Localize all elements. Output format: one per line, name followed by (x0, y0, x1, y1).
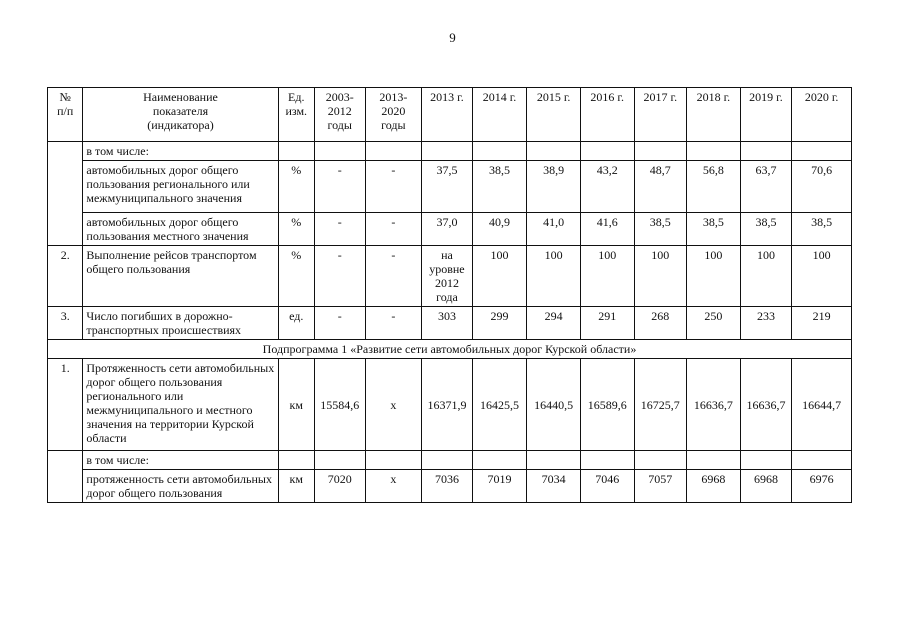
value-cell: - (314, 161, 365, 213)
value-cell: x (365, 359, 422, 451)
value-cell: 100 (634, 246, 687, 307)
value-cell: - (314, 246, 365, 307)
value-cell: 7057 (634, 470, 687, 503)
empty-cell (580, 142, 634, 161)
value-cell: 38,5 (634, 213, 687, 246)
subheading-cell: в том числе: (83, 142, 278, 161)
value-cell: 56,8 (687, 161, 741, 213)
indicator-name: автомобильных дорог общего пользования местного значения (83, 213, 278, 246)
section-row (48, 340, 852, 359)
value-cell: 303 (422, 307, 473, 340)
value-cell: 16371,9 (422, 359, 473, 451)
table-row (48, 142, 852, 161)
header-num: № п/п (48, 88, 83, 142)
empty-cell (278, 451, 314, 470)
subheading-cell: в том числе: (83, 451, 278, 470)
empty-cell (792, 142, 852, 161)
value-cell: 48,7 (634, 161, 687, 213)
table-row (48, 161, 852, 213)
empty-cell (527, 451, 581, 470)
unit-cell: % (278, 161, 314, 213)
empty-cell (422, 451, 473, 470)
value-cell: 16644,7 (792, 359, 852, 451)
value-cell: 299 (472, 307, 527, 340)
value-cell: 100 (527, 246, 581, 307)
empty-cell (472, 142, 527, 161)
header-2015: 2015 г. (527, 88, 581, 142)
num-cell (48, 451, 83, 503)
indicator-name: протяженность сети автомобильных дорог общего пользования (83, 470, 278, 503)
unit-cell: ед. (278, 307, 314, 340)
empty-cell (687, 451, 741, 470)
value-cell: - (314, 213, 365, 246)
table-row (48, 213, 852, 246)
empty-cell (365, 451, 422, 470)
page-number: 9 (449, 30, 456, 45)
value-cell: 15584,6 (314, 359, 365, 451)
indicator-name: Число погибших в дорожно-транспортных происшествиях (83, 307, 278, 340)
num-cell: 3. (48, 307, 83, 340)
empty-cell (634, 451, 687, 470)
header-2020: 2020 г. (792, 88, 852, 142)
value-cell: 233 (740, 307, 792, 340)
value-cell: - (365, 213, 422, 246)
unit-cell: % (278, 246, 314, 307)
header-period-2003-2012: 2003- 2012 годы (314, 88, 365, 142)
empty-cell (580, 451, 634, 470)
value-cell: 16725,7 (634, 359, 687, 451)
value-cell: 100 (740, 246, 792, 307)
value-cell: 294 (527, 307, 581, 340)
value-cell: 100 (472, 246, 527, 307)
value-cell: 16636,7 (687, 359, 741, 451)
value-cell: 38,5 (792, 213, 852, 246)
value-cell: 100 (792, 246, 852, 307)
value-cell: 250 (687, 307, 741, 340)
value-cell: 7020 (314, 470, 365, 503)
value-cell: 37,0 (422, 213, 473, 246)
value-cell: 16440,5 (527, 359, 581, 451)
header-unit: Ед. изм. (278, 88, 314, 142)
value-cell: - (365, 161, 422, 213)
header-2018: 2018 г. (687, 88, 741, 142)
empty-cell (472, 451, 527, 470)
empty-cell (740, 142, 792, 161)
indicator-name: автомобильных дорог общего пользования регионального или межмуниципального значения (83, 161, 278, 213)
empty-cell (687, 142, 741, 161)
value-cell: 16636,7 (740, 359, 792, 451)
header-2013: 2013 г. (422, 88, 473, 142)
table-row (48, 307, 852, 340)
indicators-table (47, 87, 852, 503)
empty-cell (365, 142, 422, 161)
value-cell: 40,9 (472, 213, 527, 246)
value-cell: 37,5 (422, 161, 473, 213)
empty-cell (278, 142, 314, 161)
indicator-name: Протяженность сети автомобильных дорог общего пользования регионального или межмуниципального и местного значения на территории Курской области (83, 359, 278, 451)
unit-cell: км (278, 470, 314, 503)
num-cell: 2. (48, 246, 83, 307)
value-cell: 43,2 (580, 161, 634, 213)
indicator-name: Выполнение рейсов транспортом общего пользования (83, 246, 278, 307)
empty-cell (422, 142, 473, 161)
header-period-2013-2020: 2013- 2020 годы (365, 88, 422, 142)
num-cell (48, 142, 83, 246)
value-cell: 38,5 (687, 213, 741, 246)
header-name: Наименование показателя (индикатора) (83, 88, 278, 142)
value-cell: 6968 (740, 470, 792, 503)
value-cell: 219 (792, 307, 852, 340)
value-cell: 41,0 (527, 213, 581, 246)
value-cell: 6968 (687, 470, 741, 503)
value-cell: 268 (634, 307, 687, 340)
empty-cell (634, 142, 687, 161)
empty-cell (527, 142, 581, 161)
value-cell: 7019 (472, 470, 527, 503)
table-row (48, 246, 852, 307)
value-cell: 38,9 (527, 161, 581, 213)
value-cell: - (365, 307, 422, 340)
empty-cell (740, 451, 792, 470)
value-cell: 7034 (527, 470, 581, 503)
table-row (48, 470, 852, 503)
header-2014: 2014 г. (472, 88, 527, 142)
value-cell: 100 (580, 246, 634, 307)
value-cell: - (314, 307, 365, 340)
header-2017: 2017 г. (634, 88, 687, 142)
value-cell: 38,5 (472, 161, 527, 213)
value-cell: x (365, 470, 422, 503)
unit-cell: % (278, 213, 314, 246)
value-cell: 16589,6 (580, 359, 634, 451)
value-cell: 7036 (422, 470, 473, 503)
value-cell: 63,7 (740, 161, 792, 213)
value-cell: 38,5 (740, 213, 792, 246)
value-cell: 70,6 (792, 161, 852, 213)
value-cell: 6976 (792, 470, 852, 503)
value-cell: - (365, 246, 422, 307)
value-cell: 7046 (580, 470, 634, 503)
empty-cell (314, 451, 365, 470)
value-cell: 100 (687, 246, 741, 307)
value-cell: 16425,5 (472, 359, 527, 451)
table-row (48, 359, 852, 451)
num-cell: 1. (48, 359, 83, 451)
value-cell: 41,6 (580, 213, 634, 246)
unit-cell: км (278, 359, 314, 451)
empty-cell (314, 142, 365, 161)
header-2016: 2016 г. (580, 88, 634, 142)
header-row (48, 88, 852, 142)
subprogram-heading: Подпрограмма 1 «Развитие сети автомобильных дорог Курской области» (48, 340, 852, 359)
value-cell: 291 (580, 307, 634, 340)
header-2019: 2019 г. (740, 88, 792, 142)
table-row (48, 451, 852, 470)
value-cell: на уровне 2012 года (422, 246, 473, 307)
empty-cell (792, 451, 852, 470)
